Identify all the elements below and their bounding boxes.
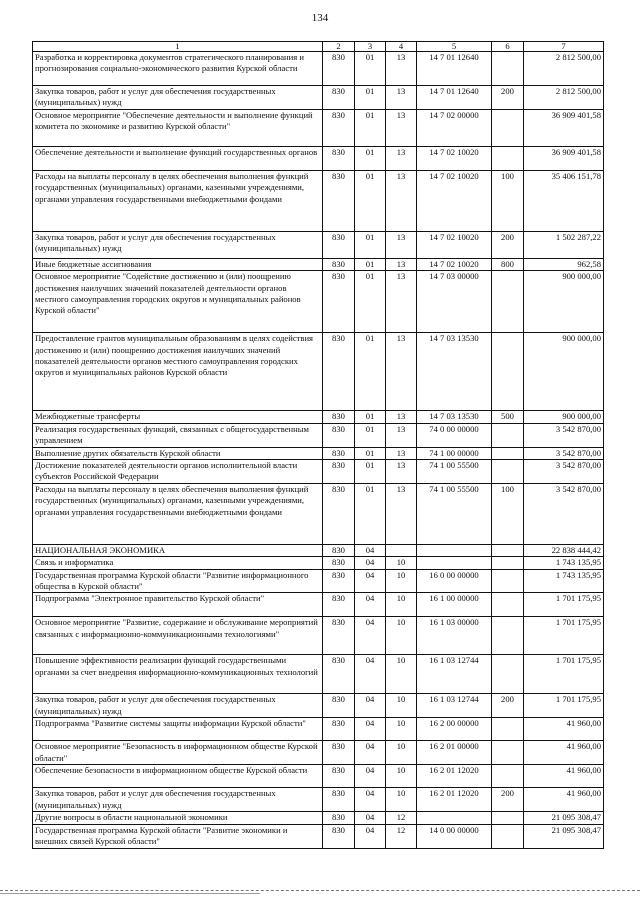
row-target-article-cell: 16 0 00 00000 — [417, 569, 492, 593]
row-name-cell: Закупка товаров, работ и услуг для обеспечения государственных (муниципальных) нужд — [33, 788, 323, 812]
header-cell: 6 — [492, 42, 524, 52]
row-name-cell: Связь и информатика — [33, 557, 323, 569]
row-amount-cell: 3 542 870,00 — [524, 483, 604, 544]
row-name-cell: Расходы на выплаты персоналу в целях обеспечения выполнения функций государственных (муниципальных) органами, казенными учреждениями, органами управления государственными внебюджетными фондами — [33, 170, 323, 231]
row-expense-type-cell: 100 — [492, 483, 524, 544]
row-target-article-cell: 74 1 00 55500 — [417, 483, 492, 544]
row-section-cell: 04 — [355, 557, 386, 569]
row-expense-type-cell — [492, 146, 524, 170]
row-expense-type-cell — [492, 544, 524, 556]
table-row — [33, 741, 604, 765]
table-row — [33, 718, 604, 741]
row-subsection-cell: 10 — [386, 593, 417, 617]
row-grbs-cell: 830 — [323, 333, 355, 411]
row-amount-cell: 3 542 870,00 — [524, 423, 604, 447]
row-target-article-cell: 14 7 02 10020 — [417, 231, 492, 258]
row-section-cell: 01 — [355, 333, 386, 411]
row-amount-cell: 3 542 870,00 — [524, 460, 604, 484]
row-section-cell: 04 — [355, 569, 386, 593]
row-amount-cell: 35 406 151,78 — [524, 170, 604, 231]
row-section-cell: 01 — [355, 447, 386, 459]
table-row — [33, 824, 604, 848]
row-subsection-cell: 13 — [386, 271, 417, 333]
row-name-cell: Подпрограмма "Развитие системы защиты информации Курской области" — [33, 718, 323, 741]
row-name-cell: Закупка товаров, работ и услуг для обеспечения государственных (муниципальных) нужд — [33, 86, 323, 110]
row-grbs-cell: 830 — [323, 655, 355, 694]
row-target-article-cell: 14 7 02 10020 — [417, 146, 492, 170]
table-row — [33, 231, 604, 258]
row-target-article-cell: 14 7 02 10020 — [417, 170, 492, 231]
table-row — [33, 460, 604, 484]
row-amount-cell: 1 701 175,95 — [524, 593, 604, 617]
row-expense-type-cell — [492, 812, 524, 824]
header-cell: 4 — [386, 42, 417, 52]
table-row — [33, 447, 604, 459]
row-grbs-cell: 830 — [323, 788, 355, 812]
row-target-article-cell: 14 7 03 13530 — [417, 411, 492, 423]
row-subsection-cell: 13 — [386, 460, 417, 484]
row-target-article-cell: 74 0 00 00000 — [417, 423, 492, 447]
row-amount-cell: 41 960,00 — [524, 765, 604, 788]
row-name-cell: Основное мероприятие "Содействие достижению и (или) поощрению достижения наилучших значений показателей деятельности органов местного самоуправления городских округов и муниципальных районов Курской области" — [33, 271, 323, 333]
row-name-cell: Межбюджетные трансферты — [33, 411, 323, 423]
row-section-cell: 04 — [355, 788, 386, 812]
table-row — [33, 569, 604, 593]
row-grbs-cell: 830 — [323, 460, 355, 484]
row-subsection-cell: 10 — [386, 765, 417, 788]
row-grbs-cell: 830 — [323, 718, 355, 741]
row-section-cell: 01 — [355, 271, 386, 333]
row-name-cell: Предоставление грантов муниципальным образованиям в целях содействия достижению и (или) поощрению достижения наилучших значений показателей деятельности органов местного самоуправления городских округов и муниципальных районов Курской области — [33, 333, 323, 411]
row-grbs-cell: 830 — [323, 765, 355, 788]
row-name-cell: Обеспечение деятельности и выполнение функций государственных органов — [33, 146, 323, 170]
row-expense-type-cell: 800 — [492, 258, 524, 270]
row-amount-cell: 41 960,00 — [524, 741, 604, 765]
table-row — [33, 812, 604, 824]
row-expense-type-cell: 200 — [492, 694, 524, 718]
row-expense-type-cell — [492, 109, 524, 146]
row-grbs-cell: 830 — [323, 258, 355, 270]
row-subsection-cell: 12 — [386, 824, 417, 848]
row-amount-cell: 1 701 175,95 — [524, 694, 604, 718]
row-grbs-cell: 830 — [323, 86, 355, 110]
row-section-cell: 01 — [355, 411, 386, 423]
row-subsection-cell: 13 — [386, 258, 417, 270]
row-expense-type-cell: 200 — [492, 86, 524, 110]
row-subsection-cell: 13 — [386, 483, 417, 544]
table-row — [33, 86, 604, 110]
row-amount-cell: 3 542 870,00 — [524, 447, 604, 459]
row-name-cell: Основное мероприятие "Безопасность в информационном обществе Курской области" — [33, 741, 323, 765]
row-target-article-cell: 14 7 03 00000 — [417, 271, 492, 333]
row-expense-type-cell: 200 — [492, 788, 524, 812]
row-target-article-cell: 14 0 00 00000 — [417, 824, 492, 848]
row-name-cell: Выполнение других обязательств Курской области — [33, 447, 323, 459]
row-target-article-cell: 16 1 03 12744 — [417, 655, 492, 694]
row-grbs-cell: 830 — [323, 423, 355, 447]
row-name-cell: Достижение показателей деятельности органов исполнительной власти субъектов Российской Федерации — [33, 460, 323, 484]
row-section-cell: 01 — [355, 258, 386, 270]
row-amount-cell: 1 743 135,95 — [524, 569, 604, 593]
row-expense-type-cell — [492, 569, 524, 593]
row-section-cell: 01 — [355, 423, 386, 447]
row-grbs-cell: 830 — [323, 694, 355, 718]
row-section-cell: 04 — [355, 655, 386, 694]
row-name-cell: Подпрограмма "Электронное правительство Курской области" — [33, 593, 323, 617]
row-name-cell: Закупка товаров, работ и услуг для обеспечения государственных (муниципальных) нужд — [33, 694, 323, 718]
row-section-cell: 01 — [355, 86, 386, 110]
row-name-cell: НАЦИОНАЛЬНАЯ ЭКОНОМИКА — [33, 544, 323, 556]
row-subsection-cell: 10 — [386, 557, 417, 569]
table-row — [33, 411, 604, 423]
row-section-cell: 04 — [355, 694, 386, 718]
row-name-cell: Основное мероприятие "Обеспечение деятельности и выполнение функций комитета по экономике и развитию Курской области" — [33, 109, 323, 146]
header-cell: 2 — [323, 42, 355, 52]
header-cell: 7 — [524, 42, 604, 52]
row-subsection-cell — [386, 544, 417, 556]
table-row — [33, 109, 604, 146]
row-grbs-cell: 830 — [323, 146, 355, 170]
row-section-cell: 04 — [355, 812, 386, 824]
row-subsection-cell: 13 — [386, 231, 417, 258]
row-section-cell: 01 — [355, 109, 386, 146]
row-amount-cell: 1 502 287,22 — [524, 231, 604, 258]
row-section-cell: 01 — [355, 483, 386, 544]
row-grbs-cell: 830 — [323, 52, 355, 86]
row-subsection-cell: 13 — [386, 423, 417, 447]
table-row — [33, 170, 604, 231]
row-subsection-cell: 10 — [386, 718, 417, 741]
row-amount-cell: 2 812 500,00 — [524, 86, 604, 110]
table-body — [33, 52, 604, 849]
row-amount-cell: 41 960,00 — [524, 788, 604, 812]
row-section-cell: 04 — [355, 718, 386, 741]
row-amount-cell: 1 701 175,95 — [524, 655, 604, 694]
row-grbs-cell: 830 — [323, 271, 355, 333]
row-expense-type-cell — [492, 824, 524, 848]
row-subsection-cell: 13 — [386, 52, 417, 86]
row-subsection-cell: 10 — [386, 788, 417, 812]
row-expense-type-cell — [492, 460, 524, 484]
table-row — [33, 617, 604, 655]
row-name-cell: Разработка и корректировка документов стратегического планирования и прогнозирования социально-экономического развития Курской области — [33, 52, 323, 86]
row-expense-type-cell: 500 — [492, 411, 524, 423]
row-section-cell: 01 — [355, 460, 386, 484]
row-expense-type-cell: 100 — [492, 170, 524, 231]
row-section-cell: 04 — [355, 824, 386, 848]
row-target-article-cell: 16 2 01 00000 — [417, 741, 492, 765]
row-section-cell: 01 — [355, 52, 386, 86]
row-target-article-cell: 74 1 00 55500 — [417, 460, 492, 484]
row-name-cell: Закупка товаров, работ и услуг для обеспечения государственных (муниципальных) нужд — [33, 231, 323, 258]
row-expense-type-cell — [492, 447, 524, 459]
page-number: 134 — [311, 12, 329, 24]
row-target-article-cell: 74 1 00 00000 — [417, 447, 492, 459]
row-grbs-cell: 830 — [323, 824, 355, 848]
row-target-article-cell: 16 1 00 00000 — [417, 593, 492, 617]
row-amount-cell: 36 909 401,58 — [524, 146, 604, 170]
row-name-cell: Другие вопросы в области национальной экономики — [33, 812, 323, 824]
row-amount-cell: 900 000,00 — [524, 333, 604, 411]
row-subsection-cell: 13 — [386, 333, 417, 411]
table-row — [33, 544, 604, 556]
row-subsection-cell: 10 — [386, 655, 417, 694]
row-subsection-cell: 13 — [386, 170, 417, 231]
table-row — [33, 423, 604, 447]
row-target-article-cell: 14 7 02 10020 — [417, 258, 492, 270]
row-expense-type-cell — [492, 423, 524, 447]
row-subsection-cell: 10 — [386, 617, 417, 655]
row-amount-cell: 900 000,00 — [524, 271, 604, 333]
row-name-cell: Обеспечение безопасности в информационном обществе Курской области — [33, 765, 323, 788]
row-section-cell: 01 — [355, 146, 386, 170]
row-grbs-cell: 830 — [323, 447, 355, 459]
row-amount-cell: 1 701 175,95 — [524, 617, 604, 655]
row-expense-type-cell — [492, 655, 524, 694]
row-amount-cell: 900 000,00 — [524, 411, 604, 423]
row-target-article-cell: 16 2 00 00000 — [417, 718, 492, 741]
row-expense-type-cell — [492, 718, 524, 741]
row-target-article-cell — [417, 812, 492, 824]
row-amount-cell: 21 095 308,47 — [524, 812, 604, 824]
header-cell: 5 — [417, 42, 492, 52]
row-name-cell: Реализация государственных функций, связанных с общегосударственным управлением — [33, 423, 323, 447]
row-section-cell: 01 — [355, 170, 386, 231]
table-row — [33, 146, 604, 170]
table-header-row — [33, 42, 604, 52]
row-name-cell: Государственная программа Курской области "Развитие экономики и внешних связей Курской области" — [33, 824, 323, 848]
row-name-cell: Иные бюджетные ассигнования — [33, 258, 323, 270]
row-subsection-cell: 12 — [386, 812, 417, 824]
row-target-article-cell: 16 2 01 12020 — [417, 765, 492, 788]
row-subsection-cell: 13 — [386, 447, 417, 459]
row-grbs-cell: 830 — [323, 741, 355, 765]
row-grbs-cell: 830 — [323, 544, 355, 556]
row-subsection-cell: 13 — [386, 146, 417, 170]
row-expense-type-cell — [492, 333, 524, 411]
row-expense-type-cell — [492, 593, 524, 617]
row-amount-cell: 36 909 401,58 — [524, 109, 604, 146]
row-grbs-cell: 830 — [323, 812, 355, 824]
row-grbs-cell: 830 — [323, 569, 355, 593]
table-row — [33, 788, 604, 812]
row-target-article-cell: 16 1 03 00000 — [417, 617, 492, 655]
table-row — [33, 593, 604, 617]
row-grbs-cell: 830 — [323, 170, 355, 231]
table-row — [33, 765, 604, 788]
row-expense-type-cell — [492, 617, 524, 655]
row-target-article-cell: 14 7 03 13530 — [417, 333, 492, 411]
row-name-cell: Расходы на выплаты персоналу в целях обеспечения выполнения функций государственных (муниципальных) органами, казенными учреждениями, органами управления государственными внебюджетными фондами — [33, 483, 323, 544]
row-name-cell: Повышение эффективности реализации функций государственными органами за счет внедрения информационно-коммуникационных технологий — [33, 655, 323, 694]
header-cell: 1 — [33, 42, 323, 52]
table-row — [33, 557, 604, 569]
row-subsection-cell: 13 — [386, 109, 417, 146]
row-target-article-cell: 16 2 01 12020 — [417, 788, 492, 812]
table-row — [33, 655, 604, 694]
row-expense-type-cell: 200 — [492, 231, 524, 258]
row-target-article-cell: 14 7 01 12640 — [417, 52, 492, 86]
row-grbs-cell: 830 — [323, 109, 355, 146]
row-grbs-cell: 830 — [323, 411, 355, 423]
row-section-cell: 04 — [355, 593, 386, 617]
table-row — [33, 271, 604, 333]
row-grbs-cell: 830 — [323, 231, 355, 258]
row-amount-cell: 1 743 135,95 — [524, 557, 604, 569]
row-subsection-cell: 10 — [386, 741, 417, 765]
row-expense-type-cell — [492, 741, 524, 765]
footer-rule — [0, 893, 260, 894]
row-expense-type-cell — [492, 557, 524, 569]
header-cell: 3 — [355, 42, 386, 52]
row-amount-cell: 2 812 500,00 — [524, 52, 604, 86]
row-amount-cell: 22 838 444,42 — [524, 544, 604, 556]
row-subsection-cell: 10 — [386, 694, 417, 718]
row-target-article-cell — [417, 544, 492, 556]
row-grbs-cell: 830 — [323, 557, 355, 569]
table-row — [33, 333, 604, 411]
row-target-article-cell: 16 1 03 12744 — [417, 694, 492, 718]
table-row — [33, 694, 604, 718]
row-expense-type-cell — [492, 52, 524, 86]
row-name-cell: Основное мероприятие "Развитие, содержание и обслуживание мероприятий связанных с информационно-коммуникационными технологиями" — [33, 617, 323, 655]
row-section-cell: 04 — [355, 617, 386, 655]
row-target-article-cell: 14 7 01 12640 — [417, 86, 492, 110]
row-grbs-cell: 830 — [323, 483, 355, 544]
table-row — [33, 258, 604, 270]
row-grbs-cell: 830 — [323, 617, 355, 655]
row-subsection-cell: 13 — [386, 86, 417, 110]
row-expense-type-cell — [492, 765, 524, 788]
footer-divider — [0, 890, 640, 891]
row-section-cell: 04 — [355, 765, 386, 788]
budget-table — [32, 41, 604, 849]
row-grbs-cell: 830 — [323, 593, 355, 617]
row-target-article-cell: 14 7 02 00000 — [417, 109, 492, 146]
row-amount-cell: 41 960,00 — [524, 718, 604, 741]
row-subsection-cell: 10 — [386, 569, 417, 593]
row-section-cell: 04 — [355, 544, 386, 556]
row-subsection-cell: 13 — [386, 411, 417, 423]
row-target-article-cell — [417, 557, 492, 569]
row-name-cell: Государственная программа Курской области "Развитие информационного общества в Курской области" — [33, 569, 323, 593]
row-amount-cell: 21 095 308,47 — [524, 824, 604, 848]
row-section-cell: 04 — [355, 741, 386, 765]
table-row — [33, 52, 604, 86]
row-section-cell: 01 — [355, 231, 386, 258]
row-amount-cell: 962,58 — [524, 258, 604, 270]
row-expense-type-cell — [492, 271, 524, 333]
table-row — [33, 483, 604, 544]
